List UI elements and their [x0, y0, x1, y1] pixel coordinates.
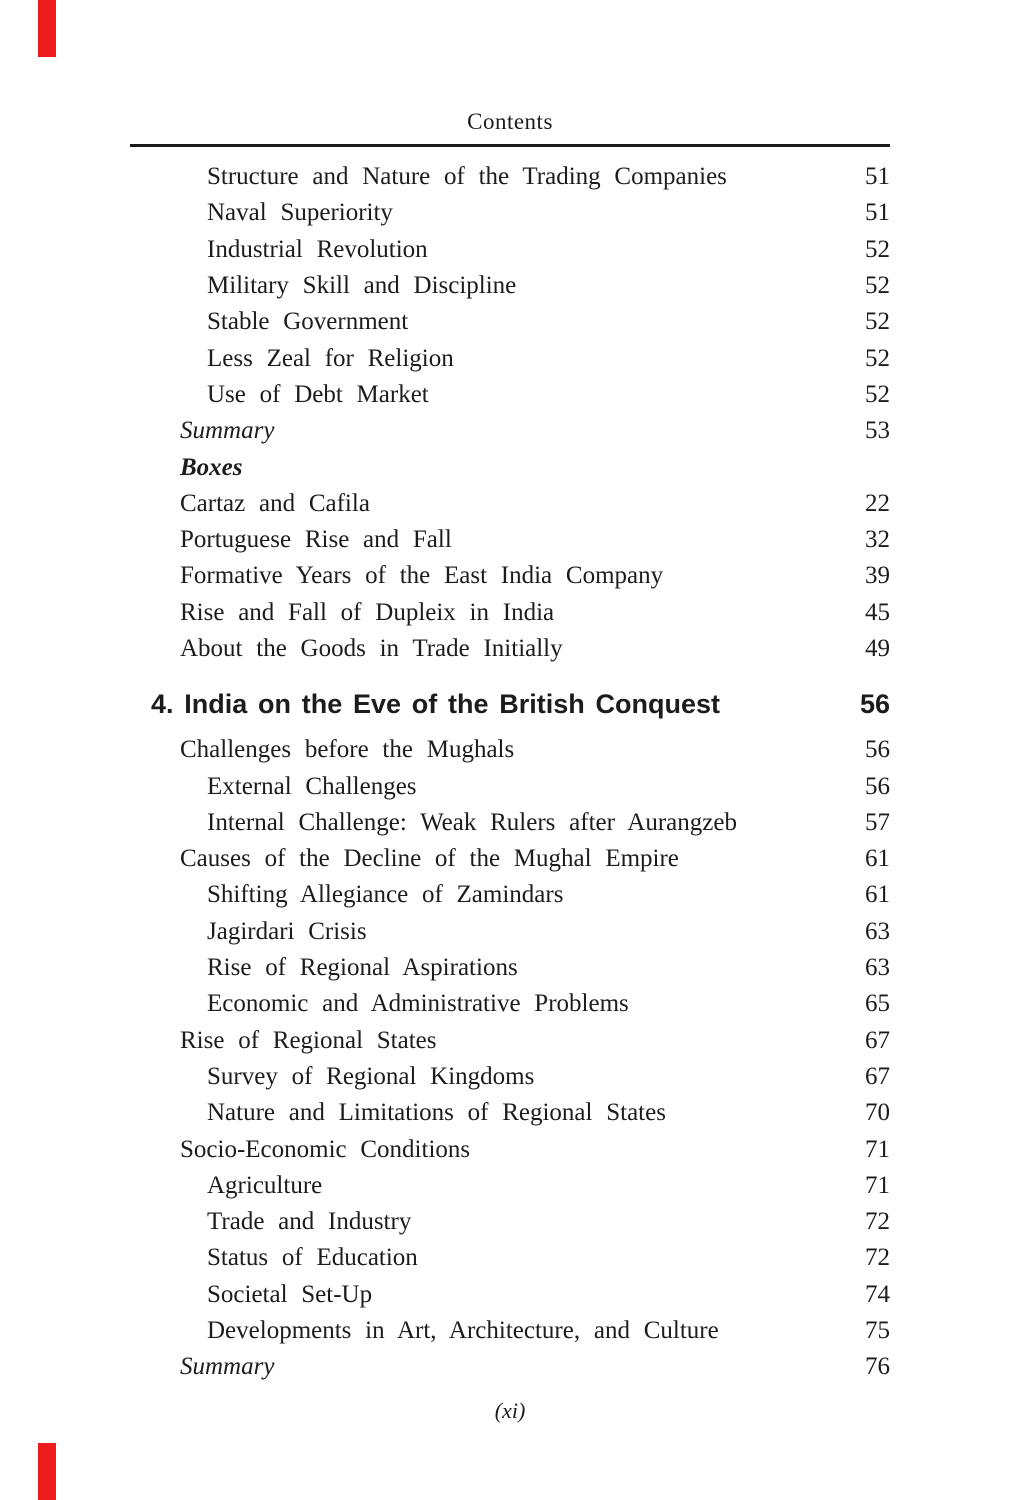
scan-registration-mark-top — [38, 0, 56, 57]
toc-entry — [130, 268, 890, 304]
page-footer: (xi) — [494, 1397, 526, 1423]
toc-entry — [130, 522, 890, 558]
toc-entry-title: 4. India on the Eve of the British Conquest — [151, 688, 720, 719]
toc-entry — [130, 449, 890, 485]
toc-entry-page: 52 — [865, 235, 890, 263]
toc-entry-title: Trade and Industry — [207, 1208, 412, 1236]
toc-entry-page: 57 — [865, 808, 890, 836]
toc-entry-page: 51 — [865, 163, 890, 191]
toc-entry-page: 72 — [865, 1208, 890, 1236]
toc-entry-title: Societal Set-Up — [207, 1280, 373, 1308]
page-header — [130, 0, 890, 147]
toc-entry-title: Formative Years of the East India Company — [180, 562, 664, 590]
toc-entry-page: 39 — [865, 562, 890, 590]
toc-entry — [130, 159, 890, 195]
toc-entry — [130, 877, 890, 913]
toc-entry-page: 70 — [865, 1099, 890, 1127]
toc-entry-title: Jagirdari Crisis — [207, 917, 367, 945]
toc-entry-title: Rise of Regional Aspirations — [207, 954, 518, 982]
toc-entry-page: 45 — [865, 598, 890, 626]
toc-entry-title: Boxes — [180, 453, 243, 481]
toc-entry-title: Status of Education — [207, 1244, 418, 1272]
toc-entry — [130, 732, 890, 768]
toc-entry-page: 76 — [865, 1353, 890, 1381]
toc-entry — [130, 1023, 890, 1059]
toc-entry — [130, 195, 890, 231]
toc-entry-title: Nature and Limitations of Regional States — [207, 1099, 666, 1127]
toc-entry — [130, 1131, 890, 1167]
toc-entry-title: Structure and Nature of the Trading Companies — [207, 163, 727, 191]
toc-entry-title: External Challenges — [207, 772, 417, 800]
toc-entry-page: 22 — [865, 489, 890, 517]
toc-entry — [130, 805, 890, 841]
toc-entry — [130, 413, 890, 449]
toc-entry — [130, 595, 890, 631]
toc-entry-page: 52 — [865, 344, 890, 372]
toc-entry — [130, 1204, 890, 1240]
toc-entry-title: Survey of Regional Kingdoms — [207, 1062, 535, 1090]
toc-entry — [130, 841, 890, 877]
toc-entry-page: 63 — [865, 917, 890, 945]
toc-entry-page: 71 — [865, 1135, 890, 1163]
toc-entry-page: 65 — [865, 990, 890, 1018]
toc-entry-page: 75 — [865, 1317, 890, 1345]
toc-entry-page: 56 — [865, 736, 890, 764]
toc-entry — [130, 486, 890, 522]
page-title: Contents — [467, 109, 553, 134]
toc-entry-title: About the Goods in Trade Initially — [180, 635, 563, 662]
toc-entry-title: Industrial Revolution — [207, 235, 428, 263]
toc-entry — [130, 1277, 890, 1313]
toc-entry-title: Rise of Regional States — [180, 1026, 437, 1054]
toc-entry-title: Rise and Fall of Dupleix in India — [180, 598, 555, 626]
toc-entry-page: 67 — [865, 1026, 890, 1054]
page-content — [130, 0, 890, 1424]
toc-entry-title: Less Zeal for Religion — [207, 344, 454, 372]
toc-entry-title: Agriculture — [207, 1171, 323, 1199]
toc-entry-page: 32 — [865, 526, 890, 554]
toc-entry-title: Summary — [180, 1353, 275, 1381]
toc-entry — [130, 558, 890, 594]
toc-entry-page: 52 — [865, 308, 890, 336]
toc-entry-page: 52 — [865, 380, 890, 408]
toc-entry — [130, 950, 890, 986]
toc-entry-title: Military Skill and Discipline — [207, 272, 517, 300]
toc-entry-page: 56 — [859, 688, 890, 719]
toc-entry — [130, 631, 890, 667]
toc-entry-page: 52 — [865, 272, 890, 300]
toc-entry-title: Naval Superiority — [207, 199, 393, 227]
toc-entry-title: Causes of the Decline of the Mughal Empire — [180, 845, 679, 873]
toc-entry-page: 63 — [865, 954, 890, 982]
toc-entry-title: Cartaz and Cafila — [180, 489, 370, 517]
toc-entry-page: 53 — [865, 417, 890, 445]
toc-entry — [130, 1168, 890, 1204]
toc-entry-title: Use of Debt Market — [207, 380, 429, 408]
toc-entry-title: Challenges before the Mughals — [180, 736, 515, 764]
toc-entry-page: 49 — [865, 635, 890, 662]
toc-entry-title: Developments in Art, Architecture, and Culture — [207, 1317, 719, 1345]
toc-entry — [130, 232, 890, 268]
toc-entry-page: 61 — [865, 845, 890, 873]
toc-entry-title: Socio-Economic Conditions — [180, 1135, 471, 1163]
toc-entry — [130, 986, 890, 1022]
toc-entry — [130, 304, 890, 340]
toc-entry — [130, 340, 890, 376]
toc-entry-title: Stable Government — [207, 308, 409, 336]
toc-entry-page: 74 — [865, 1280, 890, 1308]
toc-entry — [130, 1349, 890, 1385]
scan-registration-mark-bottom — [38, 1443, 56, 1500]
toc-entry-page: 56 — [865, 772, 890, 800]
toc-entry — [130, 914, 890, 950]
toc-entry — [130, 1240, 890, 1276]
toc-entry — [130, 1313, 890, 1349]
toc-entry-page: 72 — [865, 1244, 890, 1272]
toc-entry-page: 67 — [865, 1062, 890, 1090]
toc-entry-title: Internal Challenge: Weak Rulers after Aurangzeb — [207, 808, 737, 836]
toc-entry-title: Summary — [180, 417, 275, 445]
toc-entry — [130, 377, 890, 413]
toc-entry-page: 61 — [865, 881, 890, 909]
toc-entry-page: 71 — [865, 1171, 890, 1199]
toc-entry — [130, 1059, 890, 1095]
toc-entry — [130, 1095, 890, 1131]
toc-entry-title: Portuguese Rise and Fall — [180, 526, 452, 554]
toc-list — [130, 147, 890, 1386]
toc-entry-title: Economic and Administrative Problems — [207, 990, 629, 1018]
toc-entry-title: Shifting Allegiance of Zamindars — [207, 881, 564, 909]
toc-entry-page: 51 — [865, 199, 890, 227]
toc-entry — [130, 768, 890, 804]
toc-chapter-entry — [130, 684, 890, 724]
